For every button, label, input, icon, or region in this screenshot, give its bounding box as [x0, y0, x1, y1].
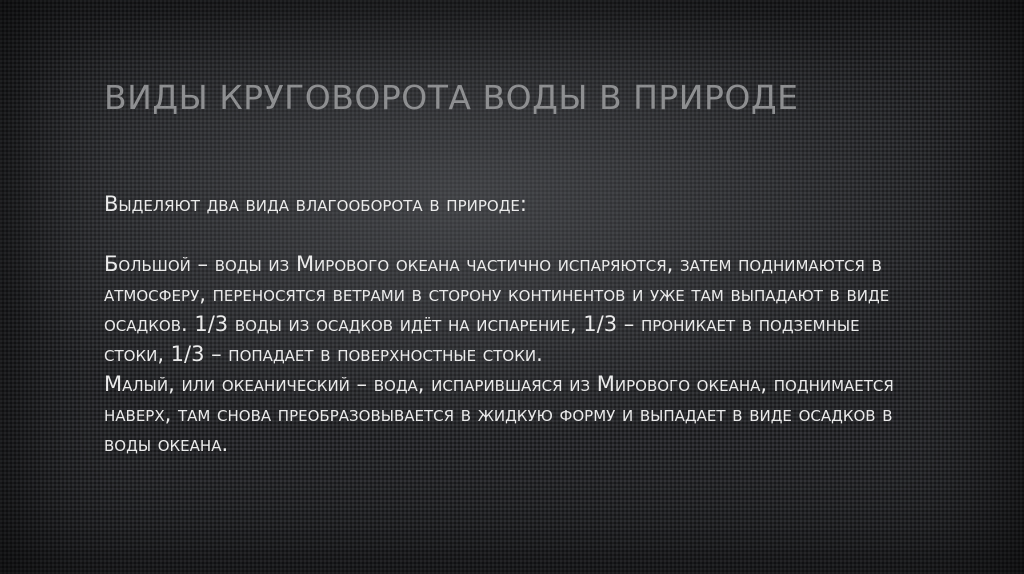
slide-body	[104, 188, 904, 459]
intro-paragraph: Выделяют два вида влагооборота в природе:	[104, 192, 527, 216]
small-cycle-paragraph: Малый, или океанический – вода, испарившаяся из Мирового океана, поднимается наверх, там снова преобразовывается в жидкую форму и выпадает в виде осадков в воды океана.	[104, 372, 894, 456]
slide-title: ВИДЫ КРУГОВОРОТА ВОДЫ В ПРИРОДЕ	[104, 78, 799, 117]
big-cycle-paragraph: Большой – воды из Мирового океана частично испаряются, затем поднимаются в атмосферу, переносятся ветрами в сторону континентов и уже там выпадают в виде осадков. 1/3 воды из осадков идёт на испарение, 1/3 – проникает в подземные стоки, 1/3 – попадает в поверхностные стоки.	[104, 252, 890, 366]
